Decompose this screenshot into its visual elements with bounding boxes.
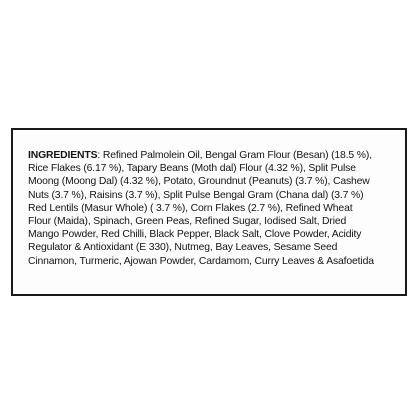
ingredients-line: Red Lentils (Masur Whole) ( 3.7 %), Corn Flakes (2.7 %), Refined Wheat bbox=[28, 202, 353, 214]
ingredients-line: Nuts (3.7 %), Raisins (3.7 %), Split Pulse Bengal Gram (Chana dal) (3.7 %) bbox=[28, 189, 364, 201]
ingredients-line: Mango Powder, Red Chilli, Black Pepper, Black Salt, Clove Powder, Acidity bbox=[28, 229, 362, 241]
ingredients-line bbox=[28, 149, 404, 162]
ingredients-line: Cinnamon, Turmeric, Ajowan Powder, Cardamom, Curry Leaves & Asafoetida bbox=[28, 255, 374, 267]
ingredients-text bbox=[28, 149, 404, 268]
ingredients-line: Flour (Maida), Spinach, Green Peas, Refined Sugar, Iodised Salt, Dried bbox=[28, 216, 347, 228]
ingredients-line: Regulator & Antioxidant (E 330), Nutmeg, Bay Leaves, Sesame Seed bbox=[28, 242, 338, 254]
ingredients-line: Moong (Moong Dal) (4.32 %), Potato, Groundnut (Peanuts) (3.7 %), Cashew bbox=[28, 176, 370, 188]
ingredients-line-text: : Refined Palmolein Oil, Bengal Gram Flour (Besan) (18.5 %), bbox=[97, 150, 372, 161]
ingredients-line: Rice Flakes (6.17 %), Tapary Beans (Moth dal) Flour (4.32 %), Split Pulse bbox=[28, 163, 356, 175]
ingredients-heading: INGREDIENTS bbox=[28, 150, 98, 161]
